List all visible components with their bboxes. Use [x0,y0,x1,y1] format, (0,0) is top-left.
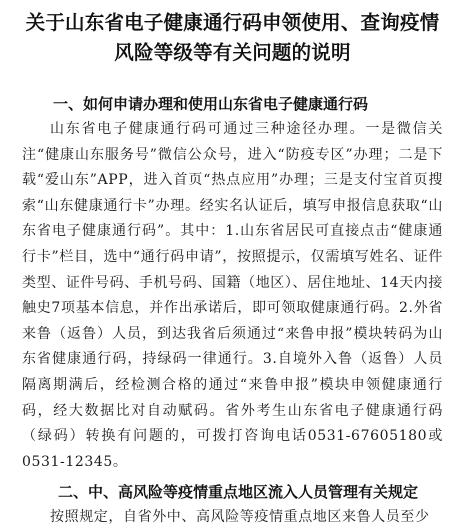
section-1-heading: 一、如何申请办理和使用山东省电子健康通行码 [53,95,369,113]
document-title: 关于山东省电子健康通行码申领使用、查询疫情风险等级等有关问题的说明 [25,11,440,64]
section-2-paragraph: 按照规定，自省外中、高风险等疫情重点地区来鲁人员至少 [50,509,430,526]
section-2-heading: 二、中、高风险等疫情重点地区流入人员管理有关规定 [58,483,419,502]
section-1-paragraph: 山东省电子健康通行码可通过三种途径办理。一是微信关注“健康山东服务号”微信公众号，进入“防疫专区”办理；二是下载“爱山东”APP，进入首页“热点应用”办理；三是支付宝首页搜索“山东健康通行卡”办理。经实名认证后，填写申报信息获取“山东省电子健康通行码”。其中：1.山东省居民可直接点击“健康通行卡”栏目，选中“通行码申请”，按照提示，仅需填写姓名、证件类型、证件号码、手机号码、国籍（地区）、居住地址、14天内接触史7项基本信息，并作出承诺后，即可领取健康通行码。2.外省来鲁（返鲁）人员，到达我省后须通过“来鲁申报”模块转码为山东省健康通行码，持绿码一律通行。3.自境外入鲁（返鲁）人员隔离期满后，经检测合格的通过“来鲁申报”模块申领健康通行码，经大数据比对自动赋码。省外考生山东省电子健康通行码（绿码）转换有问题的，可拨打咨询电话0531-67605180或0531-12345。 [22,121,443,470]
